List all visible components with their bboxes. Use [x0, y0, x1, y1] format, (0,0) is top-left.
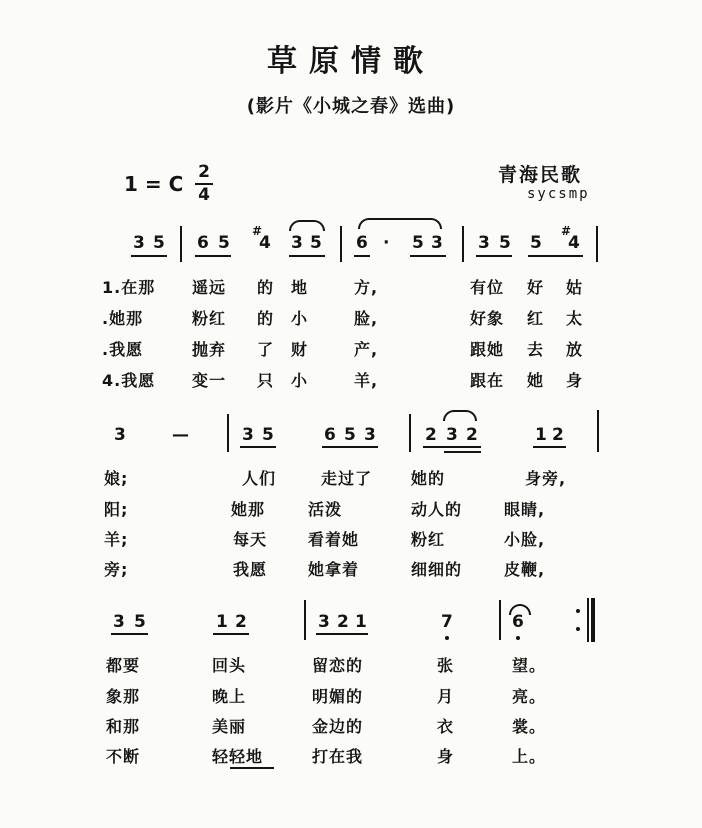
lyric: 皮鞭,: [504, 560, 546, 579]
lyric: 象那: [106, 687, 141, 706]
lyric: 的: [257, 309, 275, 328]
beam-line: [289, 255, 325, 257]
note: 1: [355, 612, 367, 632]
lyric: 小脸,: [504, 530, 546, 549]
lyric: 好: [527, 278, 545, 297]
beam-line: [533, 446, 566, 448]
lyric: 月: [437, 687, 455, 706]
lyric: 姑: [566, 278, 584, 297]
lyric: 她: [527, 371, 545, 390]
lyric: 放: [566, 340, 584, 359]
low-octave-dot: [516, 636, 520, 640]
lyric: 动人的: [411, 500, 463, 519]
lyric: 粉红: [411, 530, 446, 549]
beam-line: [111, 633, 148, 635]
lyric: 抛弃: [192, 340, 227, 359]
lyric: 她拿着: [308, 560, 360, 579]
lyric: 身旁,: [525, 469, 567, 488]
lyric: 有位: [470, 278, 505, 297]
lyric: 太: [566, 309, 584, 328]
lyric: 衣: [437, 717, 455, 736]
note: 3: [364, 425, 376, 445]
note: 3: [318, 612, 330, 632]
lyric: 她那: [231, 500, 266, 519]
lyric: 旁;: [104, 560, 129, 579]
note: 5: [218, 233, 230, 253]
end-barline-thick: [591, 598, 595, 642]
lyric: 去: [527, 340, 545, 359]
note: 1: [216, 612, 228, 632]
lyric: 张: [437, 656, 455, 675]
time-signature: [193, 163, 215, 205]
end-barline-thin: [587, 598, 589, 642]
note: 6: [197, 233, 209, 253]
repeat-dot: [576, 627, 580, 631]
lyric: 好象: [470, 309, 505, 328]
meter-bottom: 4: [198, 185, 210, 205]
song-subtitle: (影片《小城之春》选曲): [246, 96, 456, 117]
beam-line: [316, 633, 368, 635]
note: 3: [242, 425, 254, 445]
note: 7: [441, 612, 453, 632]
lyric: 红: [527, 309, 545, 328]
beam-line: [444, 451, 481, 453]
note: 6: [356, 233, 368, 253]
note: 5: [412, 233, 424, 253]
lyric: 打在我: [312, 747, 364, 766]
lyric: 留恋的: [312, 656, 364, 675]
note: 5: [499, 233, 511, 253]
lyric: 变一: [192, 371, 227, 390]
lyric: 4.我愿: [102, 371, 156, 390]
low-octave-dot: [445, 636, 449, 640]
lyric: 走过了: [321, 469, 373, 488]
lyric: 和那: [106, 717, 141, 736]
song-title: 草原情歌: [267, 44, 435, 79]
note: 3: [431, 233, 443, 253]
note: 5: [344, 425, 356, 445]
note: 1: [535, 425, 547, 445]
sharp-sign: #: [252, 224, 263, 238]
beam-line: [240, 446, 276, 448]
watermark: sycsmp: [527, 186, 590, 202]
beam-line: [423, 446, 481, 448]
lyric: 阳;: [104, 500, 129, 519]
barline: [340, 226, 342, 262]
lyric: 小: [291, 309, 309, 328]
note: 4: [259, 233, 271, 253]
lyric: 脸,: [354, 309, 379, 328]
lyric: 身: [437, 747, 455, 766]
note: 6: [512, 612, 524, 632]
barline: [180, 226, 182, 262]
lyric: 1.在那: [102, 278, 156, 297]
note: 6: [324, 425, 336, 445]
note: 5: [262, 425, 274, 445]
lyric: 金边的: [312, 717, 364, 736]
lyric: 羊,: [354, 371, 379, 390]
lyric: 她的: [411, 469, 446, 488]
note: 2: [425, 425, 437, 445]
beam-line: [322, 446, 378, 448]
lyric: 眼睛,: [504, 500, 546, 519]
lyric: 人们: [242, 469, 277, 488]
beam-line: [354, 255, 370, 257]
lyric: 晚上: [212, 687, 247, 706]
lyric: 明媚的: [312, 687, 364, 706]
slur: [443, 410, 477, 421]
note: 2: [235, 612, 247, 632]
lyric: 望。: [512, 656, 547, 675]
lyric: 产,: [354, 340, 379, 359]
note: 3: [133, 233, 145, 253]
beam-line: [213, 633, 249, 635]
note: 5: [134, 612, 146, 632]
lyric: .她那: [102, 309, 144, 328]
repeat-dot: [576, 609, 580, 613]
note: 3: [446, 425, 458, 445]
lyric: 活泼: [308, 500, 343, 519]
barline: [499, 600, 501, 640]
lyric: 裳。: [512, 717, 547, 736]
lyric: 方,: [354, 278, 379, 297]
barline: [462, 226, 464, 262]
lyric: 回头: [212, 656, 247, 675]
key-signature: 1 = C: [124, 172, 184, 196]
lyric: 亮。: [512, 687, 547, 706]
note: 2: [337, 612, 349, 632]
note: 3: [114, 425, 126, 445]
note: 3: [478, 233, 490, 253]
lyric: 身: [566, 371, 584, 390]
note: 5: [310, 233, 322, 253]
beam-line: [195, 255, 231, 257]
lyric: 上。: [512, 747, 547, 766]
lyric: 不断: [106, 747, 141, 766]
beam-line: [131, 255, 167, 257]
meter-top: 2: [198, 162, 210, 182]
dot-extension: ·: [383, 233, 390, 253]
slur: [358, 218, 442, 229]
lyric: 小: [291, 371, 309, 390]
dash-extension: —: [172, 425, 189, 445]
beam-line: [476, 255, 512, 257]
barline: [227, 414, 229, 452]
song-origin: 青海民歌: [498, 164, 583, 186]
lyric: 跟她: [470, 340, 505, 359]
barline: [409, 414, 411, 452]
lyric-underline: [230, 767, 274, 769]
note: 5: [153, 233, 165, 253]
lyric: 只: [257, 371, 275, 390]
lyric: 羊;: [104, 530, 129, 549]
note: 5: [530, 233, 542, 253]
beam-line: [528, 255, 583, 257]
beam-line: [410, 255, 446, 257]
sharp-sign: #: [561, 224, 572, 238]
lyric: 跟在: [470, 371, 505, 390]
lyric: 美丽: [212, 717, 247, 736]
lyric: 每天: [233, 530, 268, 549]
note: 2: [552, 425, 564, 445]
lyric: 粉红: [192, 309, 227, 328]
note: 3: [113, 612, 125, 632]
lyric: .我愿: [102, 340, 144, 359]
lyric: 财: [291, 340, 309, 359]
barline: [596, 226, 598, 262]
lyric: 我愿: [233, 560, 268, 579]
lyric: 细细的: [411, 560, 463, 579]
lyric: 地: [291, 278, 309, 297]
lyric: 轻轻地: [212, 747, 264, 766]
slur: [289, 220, 325, 231]
lyric: 的: [257, 278, 275, 297]
note: 4: [568, 233, 580, 253]
note: 2: [466, 425, 478, 445]
lyric: 了: [257, 340, 275, 359]
lyric: 看着她: [308, 530, 360, 549]
note: 3: [291, 233, 303, 253]
barline: [304, 600, 306, 640]
lyric: 遥远: [192, 278, 227, 297]
lyric: 都要: [106, 656, 141, 675]
barline: [597, 410, 599, 452]
lyric: 娘;: [104, 469, 129, 488]
